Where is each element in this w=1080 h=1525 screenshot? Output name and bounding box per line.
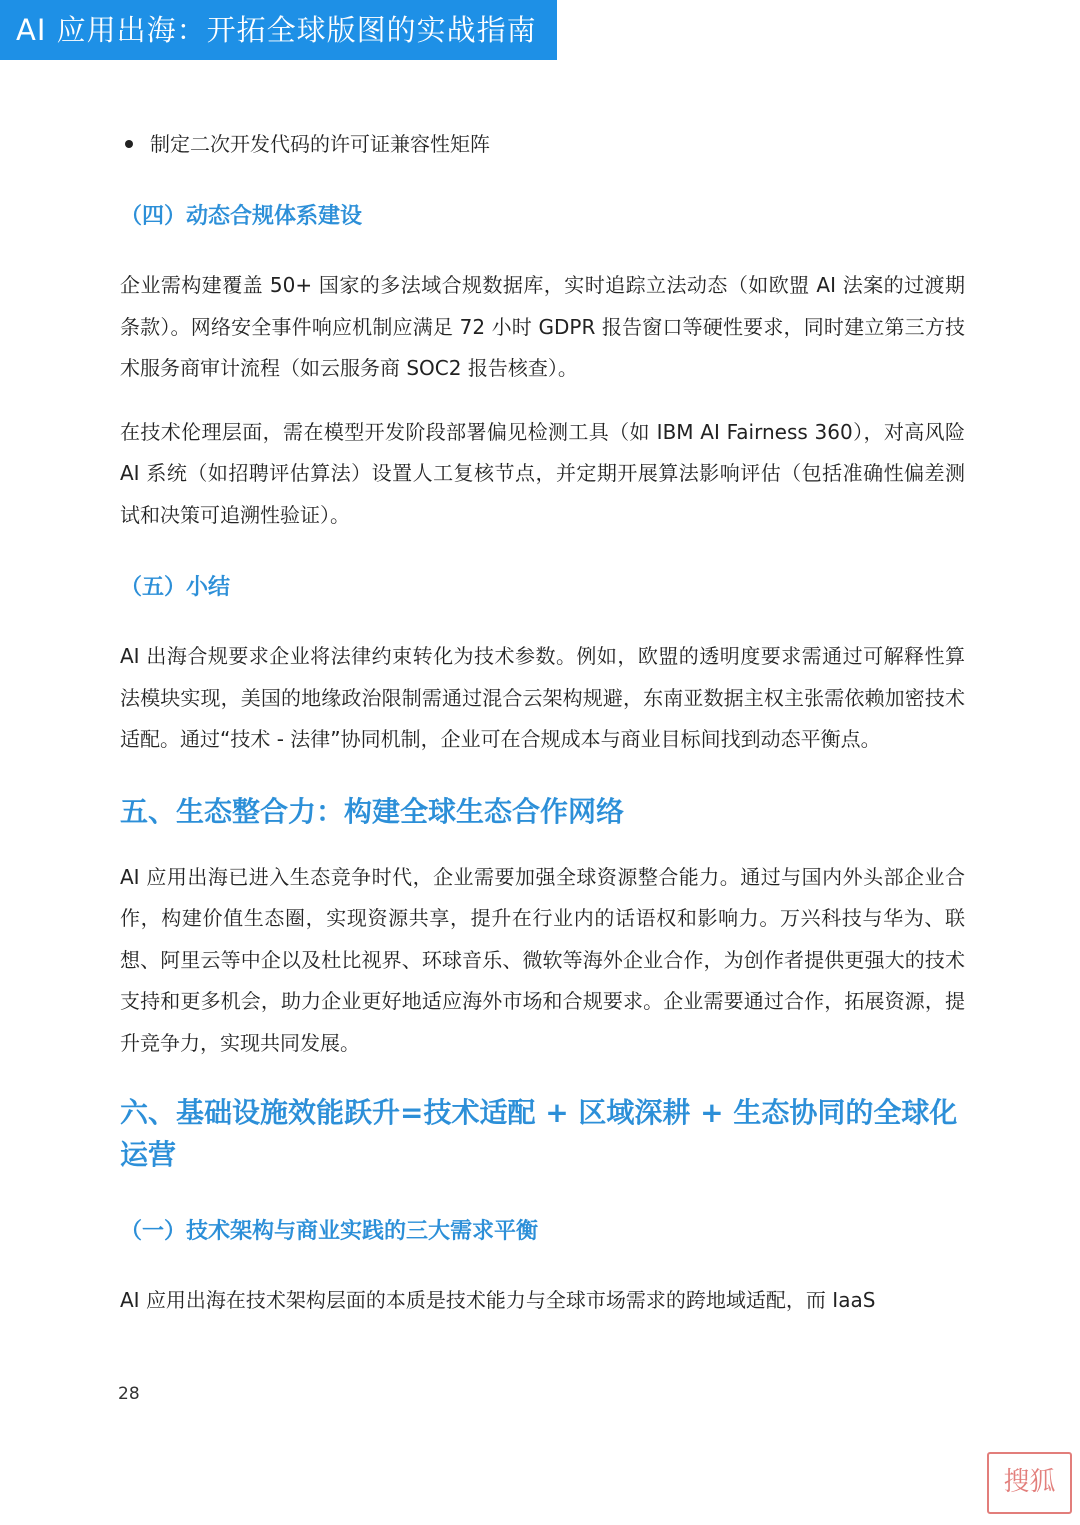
- chapter-6-subheading-1: （一）技术架构与商业实践的三大需求平衡: [120, 1219, 539, 1244]
- page-content: [120, 120, 965, 1322]
- header-title-bar: [0, 0, 557, 60]
- seal-stamp: [987, 1452, 1072, 1514]
- chapter-5-paragraph: AI 应用出海已进入生态竞争时代，企业需要加强全球资源整合能力。通过与国内外头部企业合作，构建价值生态圈，实现资源共享，提升在行业内的话语权和影响力。万兴科技与华为、联想、阿里云等中企以及杜比视界、环球音乐、微软等海外企业合作，为创作者提供更强大的技术支持和更多机会，助力企业更好地适应海外市场和合规要求。企业需要通过合作，拓展资源，提升竞争力，实现共同发展。: [120, 864, 965, 1055]
- section-4-paragraph-2: 在技术伦理层面，需在模型开发阶段部署偏见检测工具（如 IBM AI Fairness 360），对高风险 AI 系统（如招聘评估算法）设置人工复核节点，并定期开展算法影响评估（包括准确性偏差测试和决策可追溯性验证）。: [120, 419, 965, 527]
- section-heading-5: （五）小结: [120, 575, 231, 600]
- bullet-text: 制定二次开发代码的许可证兼容性矩阵: [150, 132, 490, 156]
- chapter-6-paragraph: AI 应用出海在技术架构层面的本质是技术能力与全球市场需求的跨地域适配，而 IaaS: [120, 1288, 876, 1312]
- chapter-heading-6: 六、基础设施效能跃升=技术适配 + 区域深耕 + 生态协同的全球化运营: [120, 1096, 958, 1171]
- bullet-list-item: [120, 123, 965, 165]
- section-heading-4: （四）动态合规体系建设: [120, 204, 363, 229]
- page-number: 28: [118, 1384, 140, 1404]
- bullet-icon: [125, 140, 133, 148]
- seal-text: 搜狐: [1003, 1467, 1056, 1497]
- header-title: AI 应用出海：开拓全球版图的实战指南: [16, 13, 537, 47]
- section-4-paragraph-1: 企业需构建覆盖 50+ 国家的多法域合规数据库，实时追踪立法动态（如欧盟 AI 法案的过渡期条款）。网络安全事件响应机制应满足 72 小时 GDPR 报告窗口等硬性要求，同时建立第三方技术服务商审计流程（如云服务商 SOC2 报告核查）。: [120, 273, 965, 380]
- chapter-heading-5: 五、生态整合力：构建全球生态合作网络: [120, 794, 625, 828]
- section-5-paragraph: AI 出海合规要求企业将法律约束转化为技术参数。例如，欧盟的透明度要求需通过可解释性算法模块实现，美国的地缘政治限制需通过混合云架构规避，东南亚数据主权主张需依赖加密技术适配。通过“技术 - 法律”协同机制，企业可在合规成本与商业目标间找到动态平衡点。: [120, 644, 965, 751]
